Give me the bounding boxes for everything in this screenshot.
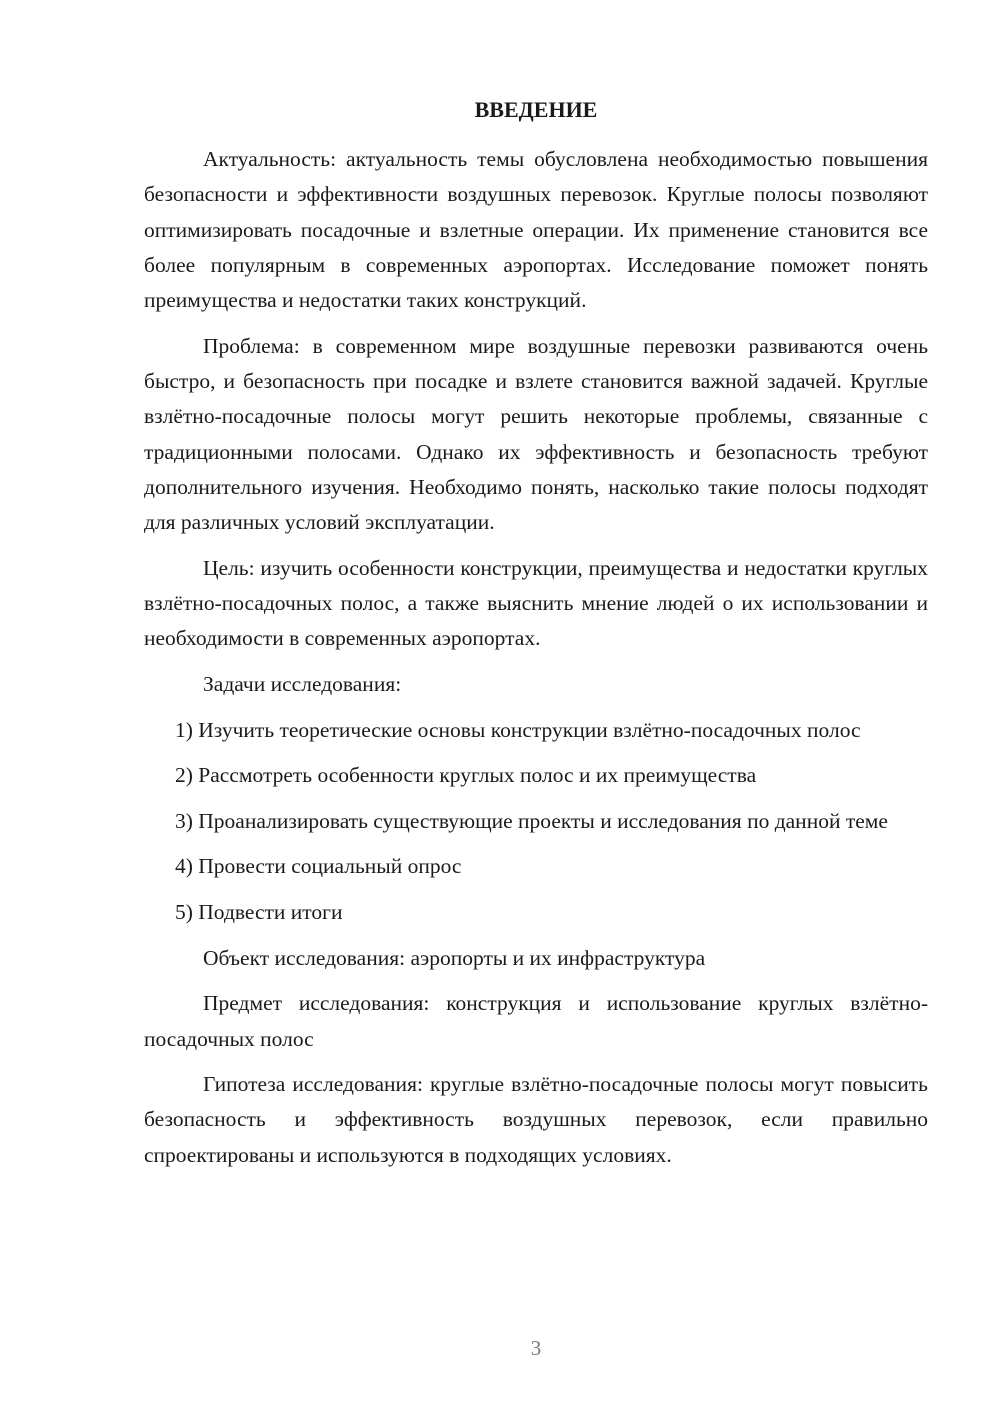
paragraph-hypothesis: Гипотеза исследования: круглые взлётно-посадочные полосы могут повысить безопасность и эффективность воздушных перевозок, если правильно спроектированы и используются в подходящих условиях. — [144, 1072, 928, 1167]
task-item-5: 5) Подвести итоги — [175, 900, 343, 925]
page-number: 3 — [530, 1336, 542, 1360]
paragraph-object: Объект исследования: аэропорты и их инфраструктура — [203, 945, 706, 970]
paragraph-relevance: Актуальность: актуальность темы обусловлена необходимостью повышения безопасности и эффективности воздушных перевозок. Круглые полосы позволяют оптимизировать посадочные и взлетные операции. Их применение становится все более популярным в современных аэропортах. Исследование поможет понять преимущества и недостатки таких конструкций. — [144, 147, 928, 313]
paragraph-subject: Предмет исследования: конструкция и использование круглых взлётно-посадочных полос — [144, 991, 928, 1051]
task-item-2: 2) Рассмотреть особенности круглых полос и их преимущества — [175, 763, 757, 788]
paragraph-tasks-intro: Задачи исследования: — [203, 672, 402, 697]
task-item-1: 1) Изучить теоретические основы конструкции взлётно-посадочных полос — [175, 717, 861, 742]
body-text — [144, 142, 928, 1173]
section-heading: ВВЕДЕНИЕ — [474, 97, 598, 122]
task-item-3: 3) Проанализировать существующие проекты и исследования по данной теме — [175, 808, 888, 833]
task-item-4: 4) Провести социальный опрос — [175, 854, 462, 879]
paragraph-goal: Цель: изучить особенности конструкции, преимущества и недостатки круглых взлётно-посадочных полос, а также выяснить мнение людей о их использовании и необходимости в современных аэропортах. — [144, 555, 928, 651]
paragraph-problem: Проблема: в современном мире воздушные перевозки развиваются очень быстро, и безопасность при посадке и взлете становится важной задачей. Круглые взлётно-посадочные полосы могут решить некоторые проблемы, связанные с традиционными полосами. Однако их эффективность и безопасность требуют дополнительного изучения. Необходимо понять, насколько такие полосы подходят для различных условий эксплуатации. — [144, 333, 928, 535]
